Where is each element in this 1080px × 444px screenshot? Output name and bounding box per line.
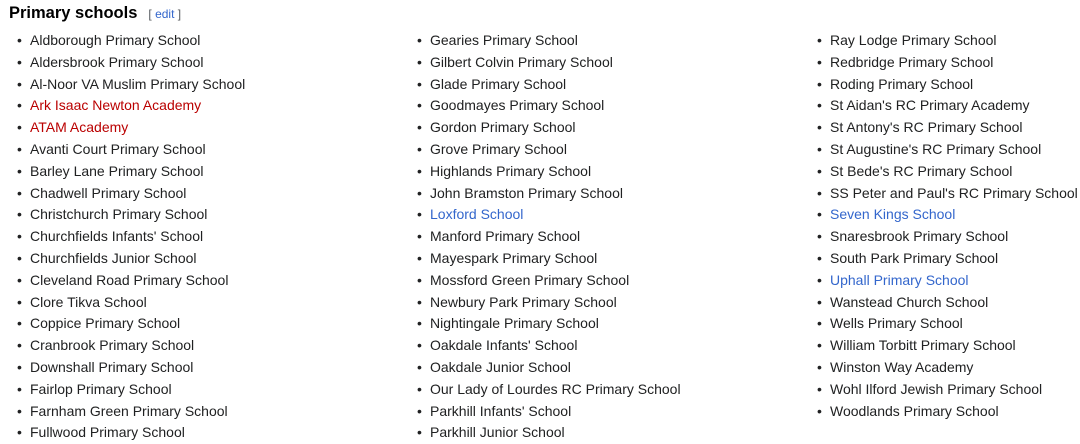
list-item [817, 95, 1078, 117]
school-name: Al-Noor VA Muslim Primary School [30, 75, 246, 92]
school-name: St Augustine's RC Primary School [830, 140, 1042, 157]
list-item [417, 270, 681, 292]
bullet: • [17, 424, 22, 441]
school-name: Barley Lane Primary School [30, 162, 204, 179]
school-name: Coppice Primary School [30, 315, 181, 332]
list-item [817, 379, 1078, 401]
list-item [417, 161, 681, 183]
list-item [417, 379, 681, 401]
list-item [417, 52, 681, 74]
bullet: • [17, 380, 22, 397]
school-name: Churchfields Infants' School [30, 228, 204, 245]
list-item [17, 226, 245, 248]
school-name: Christchurch Primary School [30, 206, 208, 223]
bullet: • [817, 97, 822, 114]
school-name: Oakdale Infants' School [430, 337, 578, 354]
school-name: William Torbitt Primary School [830, 337, 1016, 354]
school-name: St Bede's RC Primary School [830, 162, 1013, 179]
list-item [17, 270, 245, 292]
list-item [17, 357, 245, 379]
list-item [17, 117, 245, 139]
bullet: • [817, 293, 822, 310]
list-item [17, 248, 245, 270]
school-name: Newbury Park Primary School [430, 293, 617, 310]
school-name: John Bramston Primary School [430, 184, 623, 201]
school-name: St Antony's RC Primary School [830, 119, 1023, 136]
bullet: • [817, 249, 822, 266]
bullet: • [817, 228, 822, 245]
school-list-column-2 [417, 30, 681, 444]
school-name: Gordon Primary School [430, 119, 576, 136]
bullet: • [817, 315, 822, 332]
bullet: • [17, 337, 22, 354]
school-name: Grove Primary School [430, 140, 567, 157]
bullet: • [817, 380, 822, 397]
list-item [17, 313, 245, 335]
school-name: Snaresbrook Primary School [830, 228, 1009, 245]
section-header [9, 4, 181, 28]
school-name: Nightingale Primary School [430, 315, 599, 332]
school-name: Fullwood Primary School [30, 424, 185, 441]
list-item [817, 204, 1078, 226]
school-list-column-1 [17, 30, 245, 444]
bullet: • [17, 228, 22, 245]
list-item [817, 52, 1078, 74]
school-name: Farnham Green Primary School [30, 402, 228, 419]
school-name: Parkhill Junior School [430, 424, 565, 441]
school-name: Our Lady of Lourdes RC Primary School [430, 380, 681, 397]
list-item [17, 401, 245, 423]
school-name: Redbridge Primary School [830, 53, 994, 70]
edit-bracket-open: [ [148, 7, 152, 21]
school-name: Oakdale Junior School [430, 358, 571, 375]
school-name: Gearies Primary School [430, 32, 578, 48]
list-item [17, 30, 245, 52]
bullet: • [17, 53, 22, 70]
list-item [17, 161, 245, 183]
school-name: Cleveland Road Primary School [30, 271, 229, 288]
bullet: • [417, 424, 422, 441]
bullet: • [417, 162, 422, 179]
bullet: • [417, 97, 422, 114]
school-name: Ray Lodge Primary School [830, 32, 997, 48]
school-name: Glade Primary School [430, 75, 567, 92]
list-item [417, 335, 681, 357]
list-item [17, 139, 245, 161]
bullet: • [417, 206, 422, 223]
list-item [17, 74, 245, 96]
bullet: • [417, 402, 422, 419]
bullet: • [417, 32, 422, 48]
school-link[interactable]: Uphall Primary School [830, 271, 969, 288]
school-name: Mossford Green Primary School [430, 271, 630, 288]
bullet: • [17, 271, 22, 288]
school-name: Mayespark Primary School [430, 249, 598, 266]
list-item [817, 401, 1078, 423]
list-item [817, 248, 1078, 270]
list-item [17, 292, 245, 314]
bullet: • [417, 119, 422, 136]
list-item [17, 183, 245, 205]
bullet: • [17, 293, 22, 310]
list-item [817, 292, 1078, 314]
bullet: • [417, 358, 422, 375]
bullet: • [817, 75, 822, 92]
edit-bracket-close: ] [177, 7, 182, 21]
list-item [417, 248, 681, 270]
section-title: Primary schools [9, 4, 138, 22]
bullet: • [17, 75, 22, 92]
bullet: • [17, 358, 22, 375]
list-item [417, 95, 681, 117]
school-name: Roding Primary School [830, 75, 974, 92]
school-link[interactable]: Loxford School [430, 206, 524, 223]
list-item [417, 357, 681, 379]
bullet: • [17, 184, 22, 201]
school-name: Wanstead Church School [830, 293, 989, 310]
edit-link[interactable]: edit [155, 7, 175, 21]
bullet: • [417, 293, 422, 310]
list-item [817, 183, 1078, 205]
school-name: Cranbrook Primary School [30, 337, 195, 354]
school-name: SS Peter and Paul's RC Primary School [830, 184, 1078, 201]
school-name: Woodlands Primary School [830, 402, 999, 419]
list-item [817, 335, 1078, 357]
school-link[interactable]: Seven Kings School [830, 206, 956, 223]
list-item [17, 204, 245, 226]
school-name: St Aidan's RC Primary Academy [830, 97, 1030, 114]
bullet: • [417, 271, 422, 288]
list-item [417, 422, 681, 444]
bullet: • [817, 184, 822, 201]
school-name: Aldersbrook Primary School [30, 53, 204, 70]
bullet: • [417, 249, 422, 266]
list-item [17, 95, 245, 117]
list-item [417, 183, 681, 205]
school-name: Avanti Court Primary School [30, 140, 206, 157]
school-name: Clore Tikva School [30, 293, 147, 310]
list-item [817, 226, 1078, 248]
list-item [417, 117, 681, 139]
school-name: Fairlop Primary School [30, 380, 172, 397]
school-name: Downshall Primary School [30, 358, 194, 375]
school-redlink[interactable]: Ark Isaac Newton Academy [30, 97, 202, 114]
school-name: Wohl Ilford Jewish Primary School [830, 380, 1043, 397]
bullet: • [17, 206, 22, 223]
list-item [417, 74, 681, 96]
list-item [817, 74, 1078, 96]
school-name: Wells Primary School [830, 315, 963, 332]
bullet: • [17, 119, 22, 136]
list-item [417, 204, 681, 226]
list-item [817, 139, 1078, 161]
list-item [417, 292, 681, 314]
edit-section [148, 7, 181, 21]
school-list-column-3 [817, 30, 1078, 422]
school-name: Aldborough Primary School [30, 32, 201, 48]
school-name: Manford Primary School [430, 228, 581, 245]
list-item [17, 335, 245, 357]
bullet: • [817, 32, 822, 48]
bullet: • [17, 32, 22, 48]
bullet: • [17, 140, 22, 157]
bullet: • [817, 271, 822, 288]
bullet: • [417, 380, 422, 397]
school-name: Goodmayes Primary School [430, 97, 605, 114]
bullet: • [417, 337, 422, 354]
bullet: • [17, 249, 22, 266]
bullet: • [817, 402, 822, 419]
list-item [817, 30, 1078, 52]
list-item [17, 422, 245, 444]
list-item [817, 313, 1078, 335]
bullet: • [817, 53, 822, 70]
list-item [417, 313, 681, 335]
bullet: • [17, 162, 22, 179]
bullet: • [817, 337, 822, 354]
list-item [817, 357, 1078, 379]
bullet: • [817, 206, 822, 223]
school-name: Highlands Primary School [430, 162, 592, 179]
bullet: • [417, 140, 422, 157]
bullet: • [417, 228, 422, 245]
bullet: • [417, 53, 422, 70]
school-name: Churchfields Junior School [30, 249, 197, 266]
school-name: Winston Way Academy [830, 358, 974, 375]
bullet: • [17, 315, 22, 332]
school-name: Parkhill Infants' School [430, 402, 572, 419]
bullet: • [417, 75, 422, 92]
bullet: • [417, 184, 422, 201]
bullet: • [17, 402, 22, 419]
list-item [417, 226, 681, 248]
bullet: • [817, 162, 822, 179]
bullet: • [817, 119, 822, 136]
school-name: Chadwell Primary School [30, 184, 187, 201]
list-item [817, 117, 1078, 139]
list-item [817, 270, 1078, 292]
bullet: • [17, 97, 22, 114]
list-item [17, 52, 245, 74]
school-redlink[interactable]: ATAM Academy [30, 119, 129, 136]
bullet: • [417, 315, 422, 332]
list-item [417, 401, 681, 423]
bullet: • [817, 140, 822, 157]
list-item [17, 379, 245, 401]
list-item [417, 139, 681, 161]
list-item [417, 30, 681, 52]
bullet: • [817, 358, 822, 375]
school-name: South Park Primary School [830, 249, 999, 266]
list-item [817, 161, 1078, 183]
school-name: Gilbert Colvin Primary School [430, 53, 613, 70]
